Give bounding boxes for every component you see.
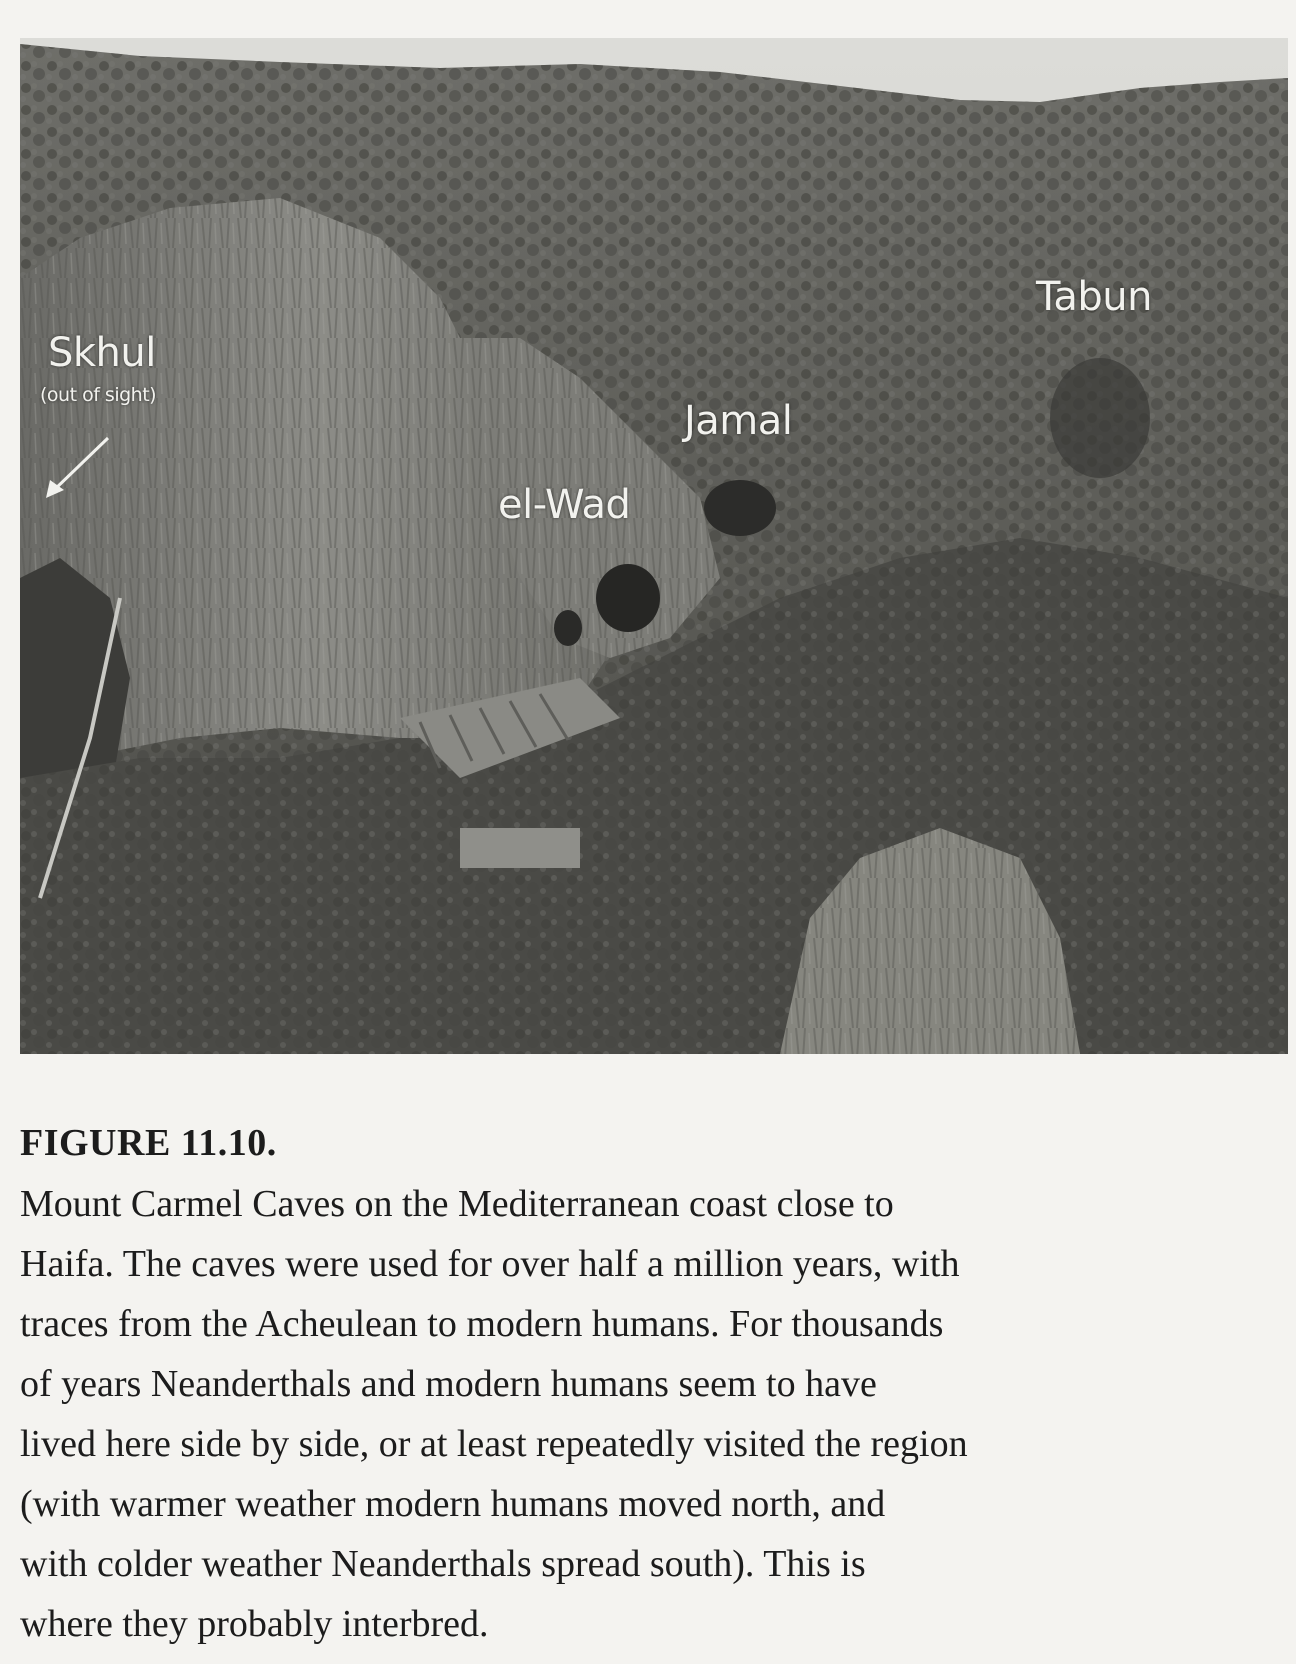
cave-photograph [20, 38, 1288, 1054]
label-skhul-note: (out of sight) [40, 384, 157, 406]
caption-line: of years Neanderthals and modern humans seem to have [20, 1363, 877, 1405]
caption-line: lived here side by side, or at least repeatedly visited the region [20, 1423, 968, 1465]
label-el-wad: el-Wad [498, 482, 631, 528]
caption-line: where they probably interbred. [20, 1603, 489, 1645]
figure-number: FIGURE 11.10. [20, 1122, 277, 1164]
caption-text [20, 1174, 1286, 1654]
landscape-illustration [20, 38, 1288, 1054]
caption-line: traces from the Acheulean to modern humans. For thousands [20, 1303, 944, 1345]
label-jamal: Jamal [684, 398, 793, 444]
caption-line: Mount Carmel Caves on the Mediterranean coast close to [20, 1183, 894, 1225]
label-skhul: Skhul [48, 330, 156, 376]
caption-line: (with warmer weather modern humans moved north, and [20, 1483, 886, 1525]
caption-line: Haifa. The caves were used for over half a million years, with [20, 1243, 960, 1285]
label-tabun: Tabun [1036, 274, 1152, 320]
caption-line: with colder weather Neanderthals spread south). This is [20, 1543, 866, 1585]
figure-caption [20, 1118, 1286, 1654]
